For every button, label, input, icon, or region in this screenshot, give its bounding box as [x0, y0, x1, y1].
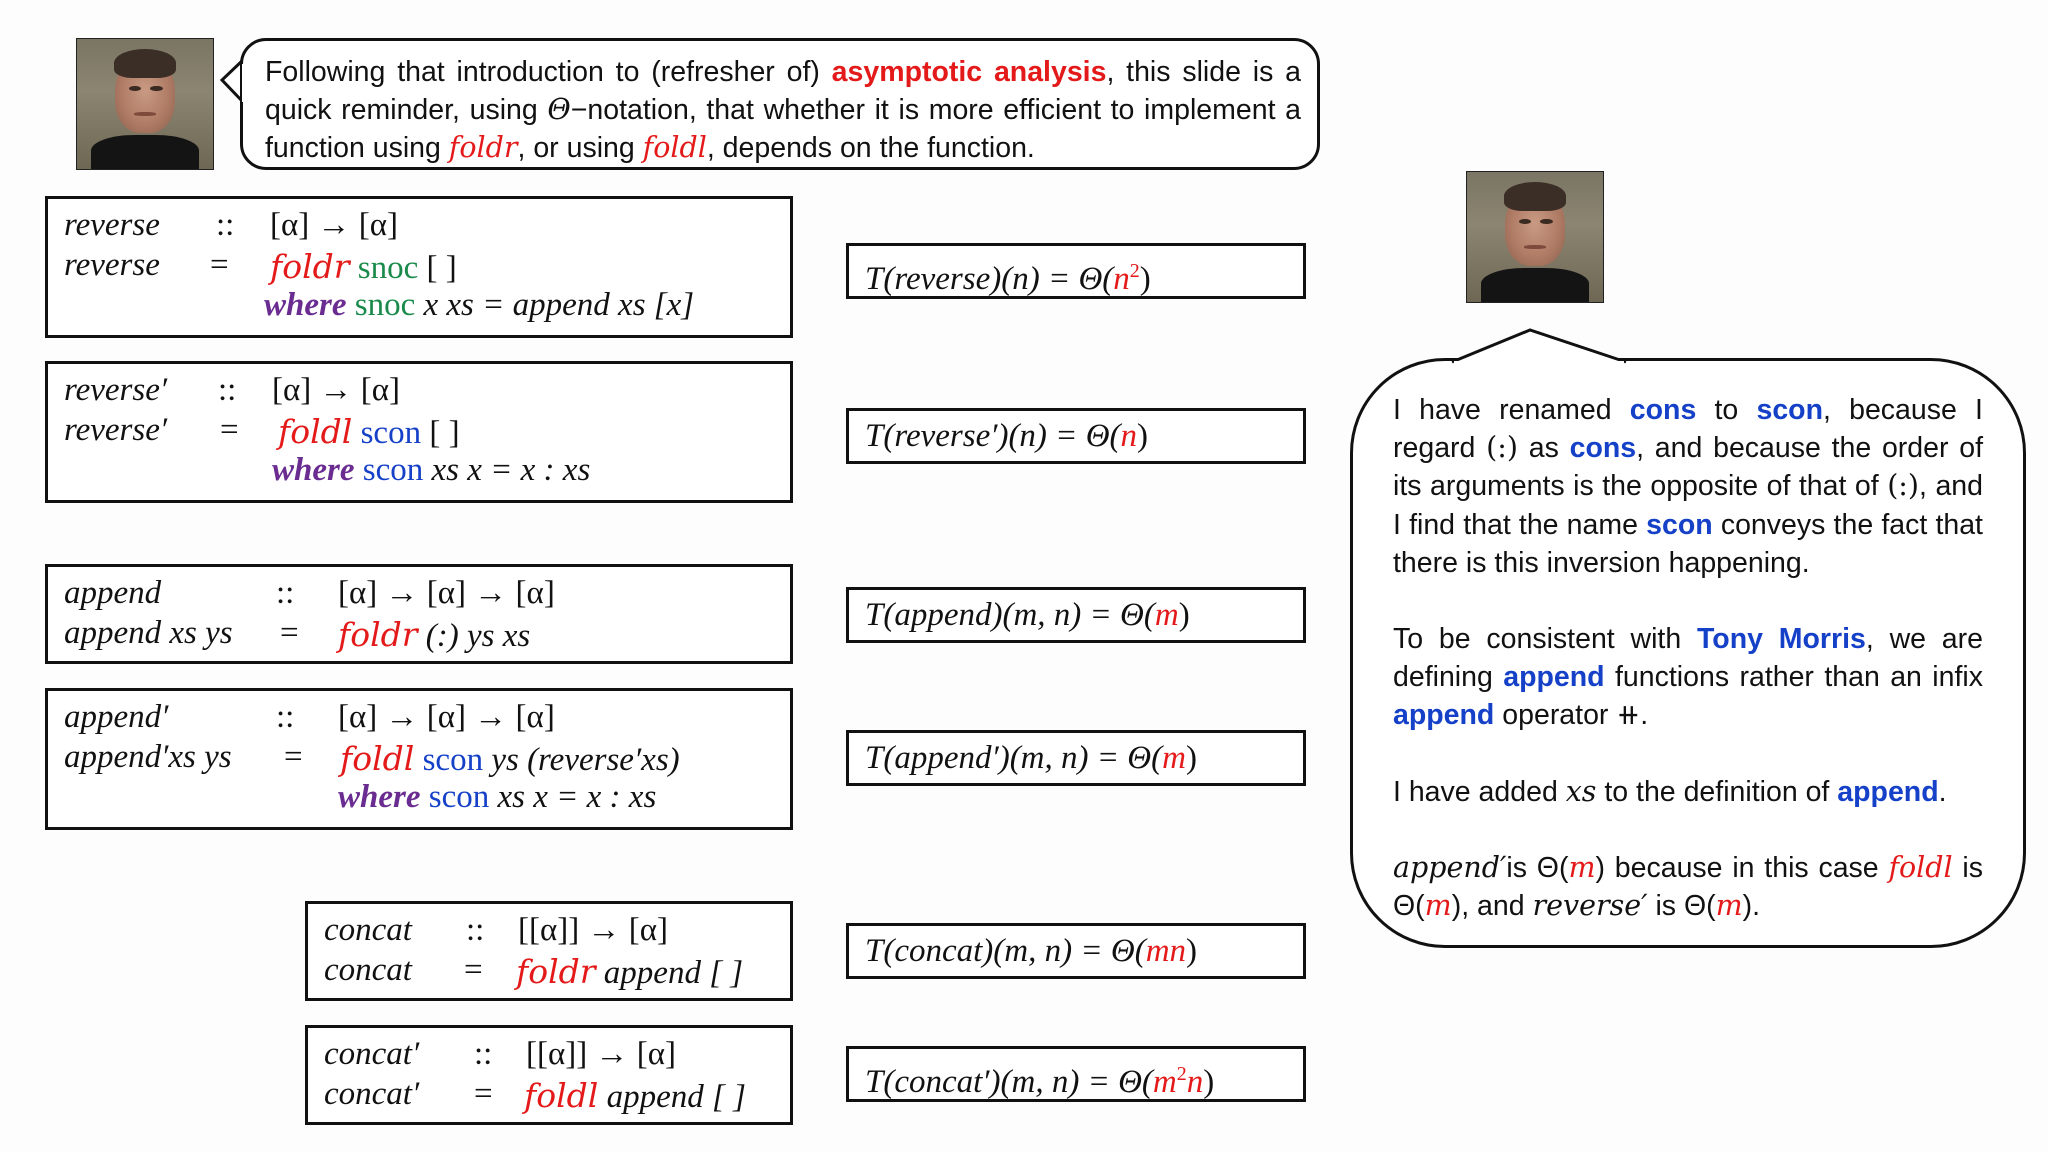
code-box-append-prime — [45, 688, 793, 830]
code-op: = — [284, 739, 303, 775]
code-box-append — [45, 564, 793, 664]
code-name: reverse′ — [64, 412, 168, 448]
code-type: [α] → [α] → [α] — [338, 575, 555, 611]
complexity-concat-prime: T(concat′)(m, $n) = \Theta(m^2n)$ — [846, 1046, 1306, 1102]
code-where: where scon xs x = x : xs — [272, 452, 591, 488]
code-op: = — [220, 412, 239, 448]
code-op: :: — [474, 1036, 493, 1072]
complexity-concat: T(concat)(m, n) = Θ(mn) — [846, 923, 1306, 979]
code-name: reverse — [64, 207, 160, 243]
code-op: :: — [276, 575, 295, 611]
complexity-reverse-prime: T(reverse′)(n) = Θ(n) — [846, 408, 1306, 464]
code-op: :: — [466, 912, 485, 948]
code-name: concat′ — [324, 1076, 420, 1112]
code-box-concat — [305, 901, 793, 1001]
code-box-reverse-prime — [45, 361, 793, 503]
code-def: foldl scon ys (reverse′xs) — [340, 739, 680, 778]
code-def: foldr snoc [ ] — [270, 247, 457, 286]
code-op: = — [464, 952, 483, 988]
note-complexity: append′is Θ(m) because in this case foldl is Θ(m), and reverse′ is Θ(m). — [1393, 850, 1983, 923]
code-type: [[α]] → [α] — [518, 912, 669, 948]
code-def: foldl append [ ] — [524, 1076, 746, 1115]
code-def: foldl scon [ ] — [278, 412, 460, 451]
code-name: concat — [324, 952, 412, 988]
code-name: append xs ys — [64, 615, 233, 651]
code-def: foldr (:) ys xs — [338, 615, 531, 654]
code-name: concat′ — [324, 1036, 420, 1072]
complexity-reverse: T(reverse)(n) = $\Theta(n^2)$ — [846, 243, 1306, 299]
note-consistency: To be consistent with Tony Morris, we are defining append functions rather than an infix append operator ⧺. — [1393, 623, 1983, 732]
code-type: [α] → [α] → [α] — [338, 699, 555, 735]
code-name: reverse — [64, 247, 160, 283]
presenter-photo — [1466, 171, 1604, 303]
complexity-append: T(append)(m, n) = Θ(m) — [846, 587, 1306, 643]
code-name: append — [64, 575, 162, 611]
code-name: append′ — [64, 699, 169, 735]
code-box-concat-prime — [305, 1025, 793, 1125]
code-type: [[α]] → [α] — [526, 1036, 677, 1072]
code-def: foldr append [ ] — [516, 952, 744, 991]
bubble-right-text — [1393, 391, 1983, 925]
code-op: :: — [216, 207, 235, 243]
speech-bubble-right — [1350, 358, 2026, 948]
speech-bubble-top — [240, 38, 1320, 170]
code-op: = — [210, 247, 229, 283]
code-where: where scon xs x = x : xs — [338, 779, 657, 815]
code-name: append′xs ys — [64, 739, 232, 775]
code-op: :: — [218, 372, 237, 408]
code-name: concat — [324, 912, 412, 948]
bubble-top-text: Following that introduction to (refresher of) asymptotic analysis, this slide is a quick reminder, using Θ−notation, that whether it is more efficient to implement a function using foldr, or using foldl, depends on the function. — [265, 56, 1301, 164]
code-name: reverse′ — [64, 372, 168, 408]
note-added-xs: I have added xs to the definition of append. — [1393, 774, 1947, 808]
code-box-reverse — [45, 196, 793, 338]
speech-bubble-right-tail — [1450, 328, 1630, 364]
code-op: = — [280, 615, 299, 651]
code-type: [α] → [α] — [270, 207, 399, 243]
note-rename: I have renamed cons to scon, because I regard (:) as cons, and because the order of its arguments is the opposite of that of (:), and I find that the name scon conveys the fact that there is this inversion happening. — [1393, 394, 1984, 579]
code-op: :: — [276, 699, 295, 735]
code-op: = — [474, 1076, 493, 1112]
code-where: where snoc x xs = append xs [x] — [264, 287, 695, 323]
presenter-photo — [76, 38, 214, 170]
bubble-tail-mask — [221, 62, 245, 102]
code-type: [α] → [α] — [272, 372, 401, 408]
complexity-append-prime: T(append′)(m, n) = Θ(m) — [846, 730, 1306, 786]
